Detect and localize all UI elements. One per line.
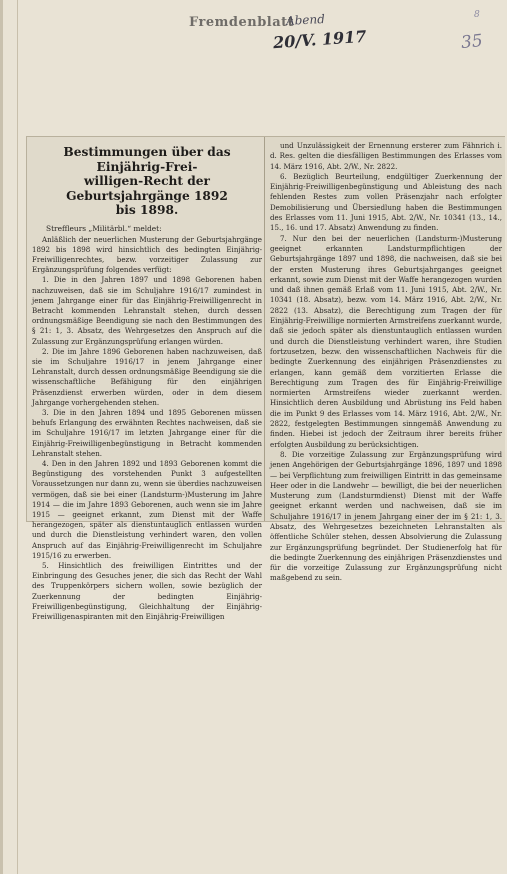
- article-title: [32, 141, 262, 218]
- article-title-line-1: Bestimmungen über das Einjährig-Frei-: [63, 145, 231, 174]
- article-title-line-3: bis 1898.: [115, 203, 179, 217]
- article-paragraph: 7. Nur den bei der neuerlichen (Landsturm-)Musterung geeignet erkannten Landsturmpflichtigen der Geburtsjahrgänge 1897 und 1898, die nachweisen, daß sie bei der ersten Musterung ihres Geburtsjahrganges geeignet erkannt, sowie zum Dienst mit der Waffe herangezogen wurden und daß ihnen gemäß Erlaß vom 11. Juni 1915, Abt. 2/W., Nr. 10341 (18. Absatz), bezw. vom 14. März 1916, Abt. 2/W., Nr. 2822 (13. Absatz), die Berechtigung zum Tragen der für Einjährig-Freiwillige normierten Armstreifens zuerkannt wurde, daß sie jedoch später als dienstuntauglich entlassen wurden und durch die Dienstleistung verhindert waren, ihre Studien fortzusetzen, bezw. den wissenschaftlichen Nachweis für die bedingte Zuerkennung des einjährigen Präsenzdienstes zu erlangen, kann gemäß dem vorzitierten Erlasse die Berechtigung zum Tragen des für Einjährig-Freiwillige normierten Armstreifens wieder zuerkannt werden. Hinsichtlich deren Ausbildung und Abrüstung ins Feld haben die im Punkt 9 des Erlasses vom 14. März 1916, Abt. 2/W., Nr. 2822, festgelegten Bestimmungen sinngemäß Anwendung zu finden. Hiebei ist jedoch der Zeitraum ihrer bereits früher erfolgten Ausbildung zu berücksichtigen.: [270, 233, 502, 449]
- newspaper-clipping: [27, 137, 504, 622]
- article-dateline: Streffleurs „Militärbl.“ meldet:: [46, 223, 162, 233]
- article-paragraph: 5. Hinsichtlich des freiwilligen Eintrittes und der Einbringung des Gesuches jener, die sich das Recht der Wahl des Truppenkörpers sichern wollen, sowie bezüglich der Zuerkennung der bedingten Einjährig-Freiwilligenbegünstigung, Gleichhaltung der Einjährig-Freiwilligenaspiranten mit den Einjährig-Freiwilligen: [32, 561, 262, 622]
- article-title-line-2: willigen-Recht der Geburtsjahrgänge 1892: [66, 174, 228, 203]
- folio-number: 35: [460, 30, 484, 54]
- article-paragraph: und Unzulässigkeit der Ernennung ersterer zum Fähnrich i. d. Res. gelten die diesfälligen Bestimmungen des Erlasses vom 14. März 1916, Abt. 2/W., Nr. 2822.: [270, 141, 502, 171]
- article-paragraph: 8. Die vorzeitige Zulassung zur Ergänzungsprüfung wird jenen Angehörigen der Geburtsjahrgänge 1896, 1897 und 1898 — bei Verpflichtung zum freiwilligen Eintritt in das gemeinsame Heer oder in die Landwehr — bewilligt, die bei der neuerlichen Musterung zum (Landsturmdienst) Dienst mit der Waffe geeignet erkannt werden und nachweisen, daß sie im Schuljahre 1916/17 in jenem Jahrgang einer der im § 21: 1, 3. Absatz, des Wehrgesetzes bezeichneten Lehranstalten als öffentliche Schüler stehen, dessen Absolvierung die Zulassung zur Ergänzungsprüfung begründet. Der Studienerfolg hat für die bedingte Zuerkennung des einjährigen Präsenzdienstes und für die vorzeitige Zulassung zur Ergänzungsprüfung nicht maßgebend zu sein.: [270, 449, 502, 583]
- article-paragraph: Anläßlich der neuerlichen Musterung der Geburtsjahrgänge 1892 bis 1898 wird hinsichtlich des bedingten Einjährig-Freiwilligenrechtes, bezw. vorzeitiger Zulassung zur Ergänzungsprüfung folgendes verfügt:: [32, 234, 262, 275]
- sheet-fold-line: [17, 0, 18, 874]
- article-paragraph: 1. Die in den Jahren 1897 und 1898 Geborenen haben nachzuweisen, daß sie im Schuljahre 1916/17 zumindest in jenem Jahrgange einer für das Einjährig-Freiwilligenrecht in Betracht kommenden Lehranstalt stehen, durch dessen ordnungsmäßige Beendigung sie nach den Bestimmungen des § 21: 1, 3. Absatz, des Wehrgesetzes den Anspruch auf die Zulassung zur Ergänzungsprüfung erlangen würden.: [32, 275, 262, 346]
- corner-pencil-mark: 8: [474, 10, 480, 20]
- clipping-right-column: [264, 137, 505, 583]
- article-paragraph: 3. Die in den Jahren 1894 und 1895 Geborenen müssen behufs Erlangung des erwähnten Rechtes nachweisen, daß sie im Schuljahre 1916/17 im letzten Jahrgange einer für die Einjährig-Freiwilligenbegünstigung in Betracht kommenden Lehranstalt stehen.: [32, 407, 262, 458]
- article-paragraph: 4. Den in den Jahren 1892 und 1893 Geborenen kommt die Begünstigung des vorstehenden Punkt 3 aufgestellten Voraussetzungen nur dann zu, wenn sie überdies nachzuweisen vermögen, daß sie bei einer (Landsturm-)Musterung im Jahre 1914 — die im Jahre 1893 Geborenen, auch wenn sie im Jahre 1915 — geeignet erkannt, zum Dienst mit der Waffe herangezogen, später als dienstuntauglich entlassen wurden und durch die Dienstleistung verhindert waren, den vollen Anspruch auf das Einjährig-Freiwilligenrecht im Schuljahre 1915/16 zu erwerben.: [32, 458, 262, 560]
- article-paragraph: 6. Bezüglich Beurteilung, endgültiger Zuerkennung der Einjährig-Freiwilligenbegünstigung und Ableistung des nach fehlenden Restes zum vollen Präsenzjahr nach erfolgter Demobilisierung und Übersiedlung haben die Bestimmungen des Erlasses vom 11. Juni 1915, Abt. 2/W., Nr. 10341 (13., 14., 15., 16. und 17. Absatz) Anwendung zu finden.: [270, 171, 502, 233]
- handwritten-edition: Abend: [285, 11, 326, 29]
- article-paragraph: 2. Die im Jahre 1896 Geborenen haben nachzuweisen, daß sie im Schuljahre 1916/17 in jenem Jahrgange einer Lehranstalt, durch dessen ordnungsmäßige Beendigung sie die wissenschaftliche Befähigung für den einjährigen Präsenzdienst erwerben würden, oder in dem diesem Jahrgange vorhergehenden stehen.: [32, 346, 262, 407]
- newspaper-name-stamp: Fremdenblatt: [189, 15, 295, 30]
- handwritten-date: 20/V. 1917: [272, 26, 367, 53]
- clipping-left-column: [27, 137, 265, 622]
